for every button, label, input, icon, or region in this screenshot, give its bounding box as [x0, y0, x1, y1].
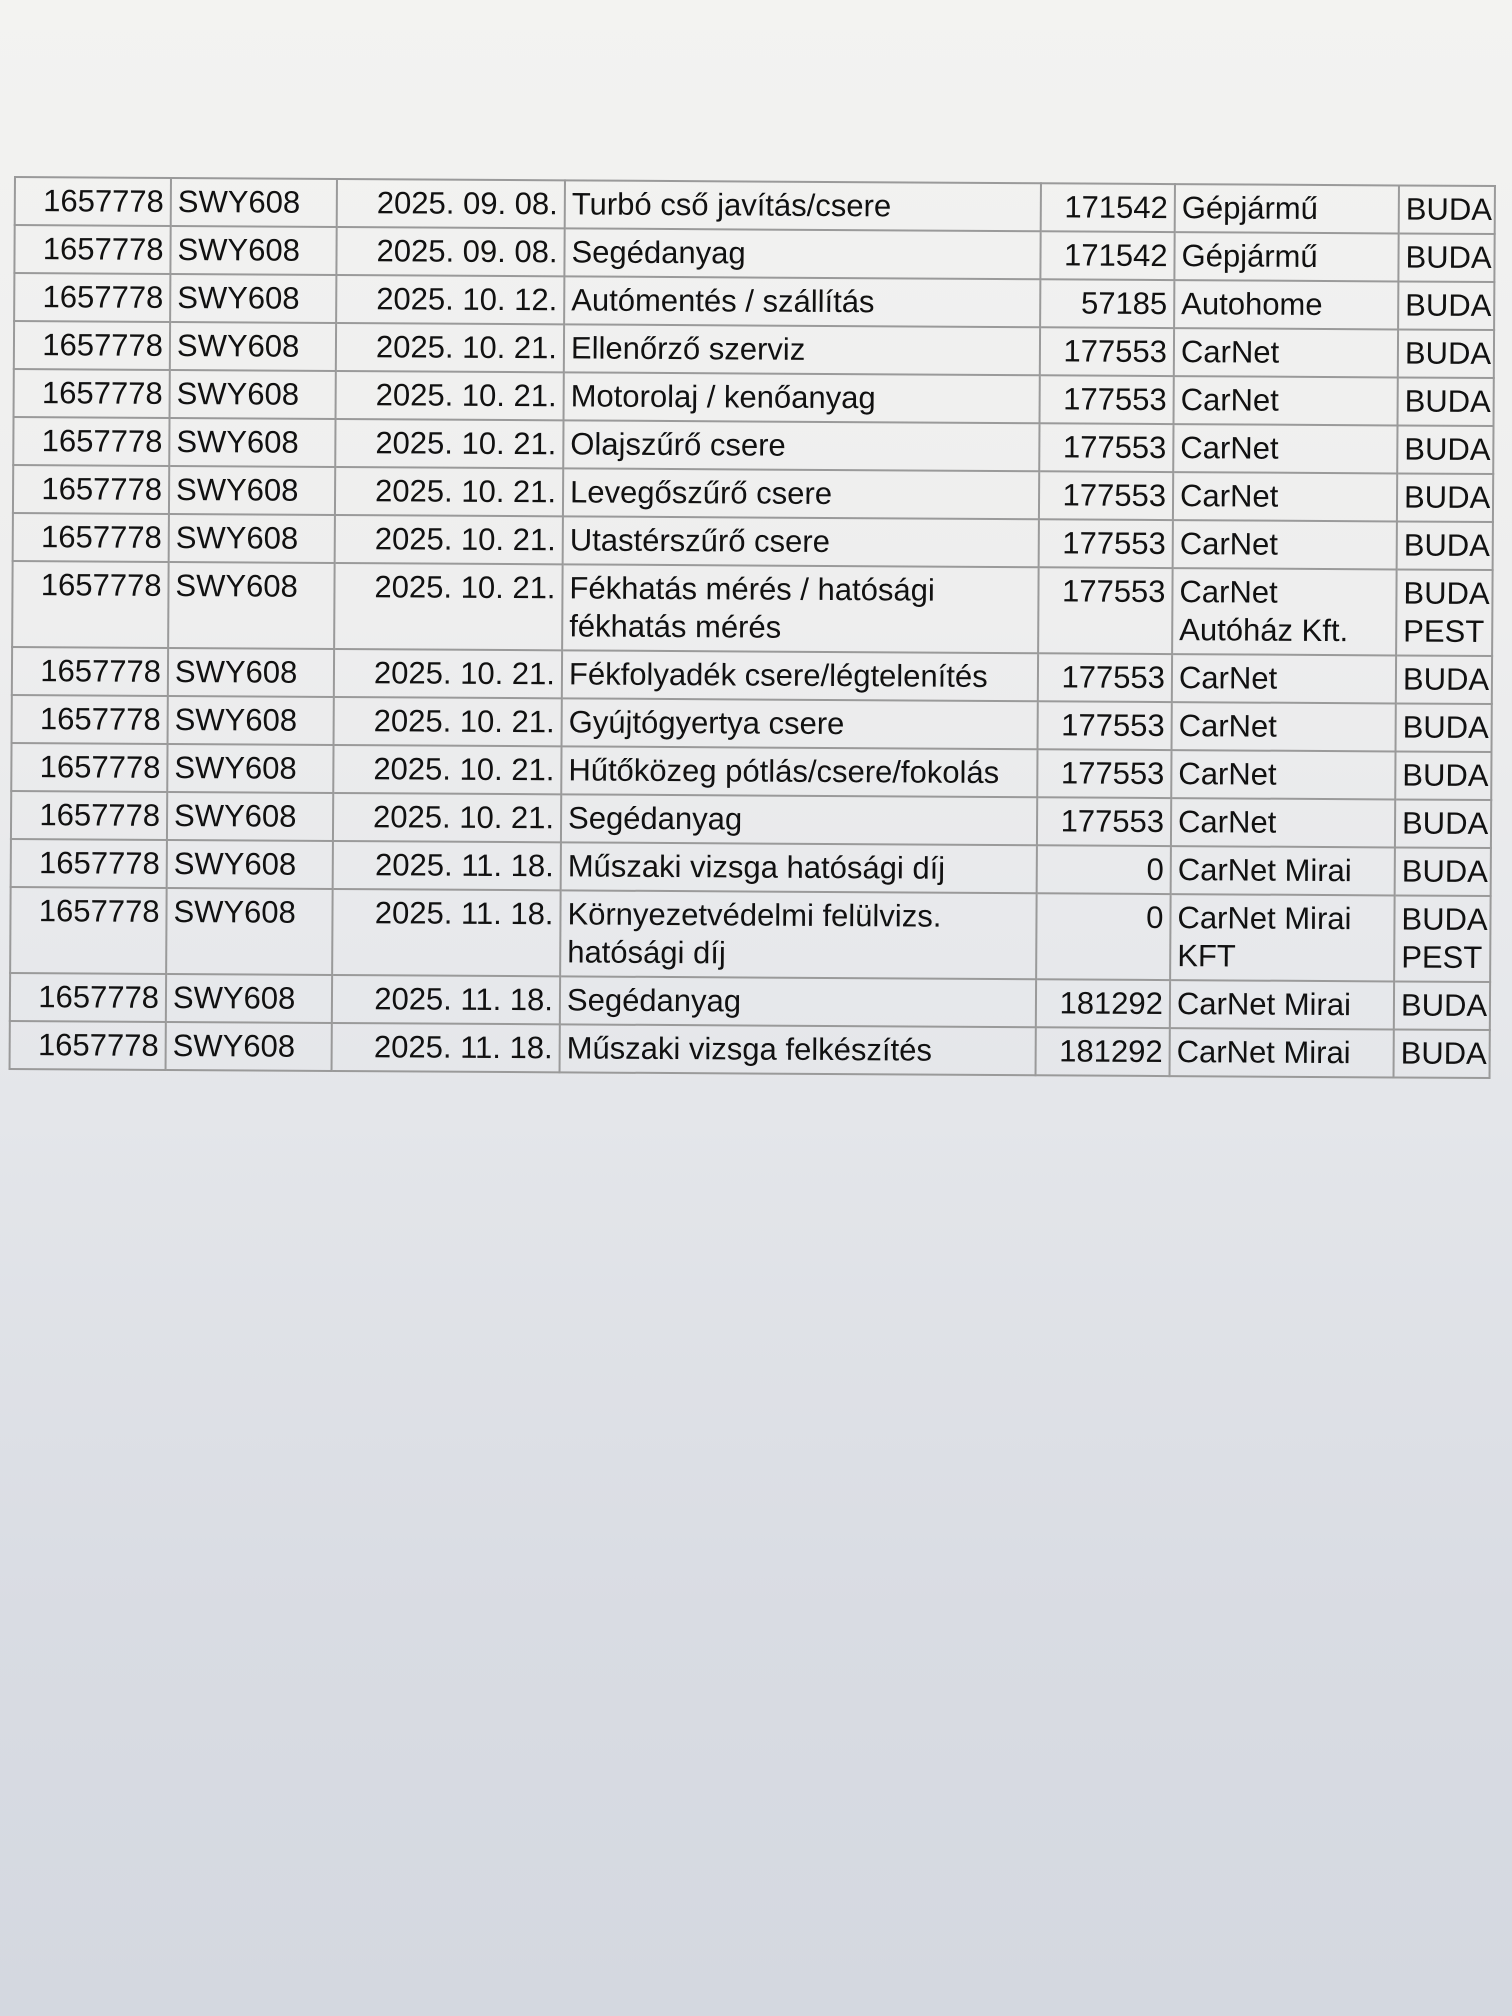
- cell-plate: SWY608: [167, 792, 333, 841]
- cell-provider-line: CarNet: [1179, 574, 1278, 610]
- cell-description: [564, 228, 1040, 279]
- table-row: [10, 887, 1490, 982]
- cell-plate: SWY608: [170, 322, 336, 371]
- cell-date: 2025. 09. 08.: [336, 227, 564, 276]
- cell-description-line: Turbó cső javítás/csere: [571, 186, 892, 224]
- cell-location-line: BUDA: [1403, 479, 1491, 516]
- cell-plate: SWY608: [166, 974, 332, 1023]
- cell-location-line: BUDA: [1405, 287, 1492, 324]
- cell-provider: [1174, 328, 1398, 377]
- cell-amount: 0: [1037, 845, 1171, 894]
- cell-plate: SWY608: [168, 648, 334, 697]
- cell-amount: 177553: [1039, 519, 1173, 568]
- cell-id: 1657778: [14, 369, 170, 418]
- cell-location-line: BUDA: [1402, 709, 1489, 746]
- cell-id: 1657778: [13, 465, 169, 514]
- cell-description: [565, 180, 1041, 231]
- cell-provider-line: CarNet: [1178, 660, 1278, 696]
- cell-location: [1395, 799, 1491, 848]
- cell-provider: [1173, 472, 1397, 521]
- cell-description-line: Utastérszűrő csere: [569, 522, 831, 559]
- cell-provider: [1170, 894, 1395, 981]
- cell-id: 1657778: [15, 177, 171, 226]
- cell-amount: 177553: [1040, 327, 1174, 376]
- cell-location-line: PEST: [1401, 939, 1483, 975]
- cell-provider-line: Autohome: [1181, 286, 1323, 322]
- cell-provider: [1171, 846, 1395, 895]
- cell-provider-line: Gépjármű: [1181, 238, 1318, 274]
- cell-provider: [1175, 184, 1399, 233]
- cell-provider-line: CarNet: [1178, 708, 1277, 744]
- cell-description: [563, 468, 1039, 519]
- cell-description: [560, 890, 1037, 979]
- cell-amount: 177553: [1039, 423, 1173, 472]
- cell-location-line: BUDA: [1404, 383, 1491, 420]
- cell-description: [561, 842, 1037, 893]
- cell-location-line: BUDA: [1403, 575, 1490, 612]
- cell-amount: 171542: [1041, 183, 1175, 232]
- cell-description-line: Gyújtógyertya csere: [568, 704, 845, 742]
- cell-description-line: Környezetvédelmi felülvizs.: [567, 896, 942, 934]
- cell-location-line: BUDA: [1404, 431, 1491, 468]
- cell-description-line: Hűtőközeg pótlás/csere/fokolás: [568, 752, 1000, 791]
- cell-date: 2025. 11. 18.: [332, 975, 560, 1024]
- cell-date: 2025. 10. 21.: [333, 745, 561, 794]
- cell-location: [1394, 895, 1491, 982]
- cell-id: 1657778: [14, 273, 170, 322]
- cell-amount: 57185: [1040, 279, 1174, 328]
- cell-date: 2025. 09. 08.: [337, 179, 565, 228]
- cell-date: 2025. 10. 21.: [336, 371, 564, 420]
- cell-description: [564, 324, 1040, 375]
- cell-provider-line: CarNet: [1180, 334, 1280, 370]
- cell-plate: SWY608: [167, 744, 333, 793]
- cell-provider: [1171, 750, 1395, 799]
- cell-description-line: Fékhatás mérés / hatósági: [569, 570, 935, 608]
- cell-id: 1657778: [10, 1021, 166, 1070]
- cell-plate: SWY608: [170, 274, 336, 323]
- cell-location-line: BUDA: [1402, 757, 1489, 794]
- cell-amount: 177553: [1038, 701, 1172, 750]
- cell-id: 1657778: [12, 561, 169, 648]
- cell-id: 1657778: [10, 973, 166, 1022]
- cell-description-line: Műszaki vizsga felkészítés: [566, 1030, 933, 1068]
- cell-location: [1397, 521, 1493, 570]
- cell-provider: [1174, 280, 1398, 329]
- cell-provider-line: CarNet: [1179, 526, 1279, 562]
- cell-location: [1394, 981, 1490, 1030]
- cell-description-line: Motorolaj / kenőanyag: [570, 378, 876, 416]
- cell-description: [562, 698, 1038, 749]
- cell-date: 2025. 10. 21.: [334, 697, 562, 746]
- cell-provider: [1172, 702, 1396, 751]
- cell-description-line: Autómentés / szállítás: [571, 282, 875, 320]
- cell-provider-line: Autóház Kft.: [1179, 612, 1349, 649]
- cell-plate: SWY608: [169, 514, 335, 563]
- service-records-table: [9, 176, 1496, 1079]
- cell-date: 2025. 10. 21.: [335, 419, 563, 468]
- cell-id: 1657778: [10, 887, 167, 974]
- cell-description-line: Segédanyag: [571, 234, 746, 271]
- cell-provider-line: CarNet: [1180, 382, 1279, 418]
- cell-plate: SWY608: [170, 226, 336, 275]
- cell-location-line: BUDA: [1402, 661, 1490, 698]
- cell-description-line: fékhatás mérés: [569, 608, 782, 645]
- cell-amount: 177553: [1037, 797, 1171, 846]
- cell-plate: SWY608: [171, 178, 337, 227]
- cell-description-line: Műszaki vizsga hatósági díj: [567, 848, 946, 886]
- cell-date: 2025. 10. 21.: [336, 323, 564, 372]
- cell-description: [561, 746, 1037, 797]
- cell-amount: 181292: [1036, 1027, 1170, 1076]
- cell-description-line: Levegőszűrő csere: [569, 474, 833, 512]
- cell-amount: 0: [1036, 893, 1171, 980]
- cell-description: [564, 372, 1040, 423]
- cell-date: 2025. 10. 12.: [336, 275, 564, 324]
- cell-plate: SWY608: [169, 418, 335, 467]
- table-row: [12, 561, 1492, 656]
- cell-location-line: BUDA: [1400, 987, 1488, 1024]
- cell-description: [562, 650, 1038, 701]
- cell-location: [1397, 473, 1493, 522]
- cell-id: 1657778: [14, 321, 170, 370]
- cell-id: 1657778: [11, 791, 167, 840]
- cell-description-line: Fékfolyadék csere/légtelenítés: [568, 656, 988, 694]
- cell-location-line: PEST: [1403, 613, 1485, 649]
- cell-description: [562, 564, 1039, 653]
- cell-provider-line: CarNet: [1180, 430, 1279, 466]
- cell-description-line: Ellenőrző szerviz: [570, 330, 806, 367]
- cell-location-line: BUDA: [1404, 335, 1492, 372]
- cell-description-line: Segédanyag: [566, 982, 742, 1019]
- cell-provider: [1172, 654, 1396, 703]
- cell-plate: SWY608: [167, 840, 333, 889]
- cell-provider-line: Gépjármű: [1181, 190, 1319, 226]
- cell-location: [1395, 847, 1491, 896]
- cell-amount: 177553: [1037, 749, 1171, 798]
- cell-location: [1397, 425, 1493, 474]
- cell-id: 1657778: [11, 743, 167, 792]
- cell-description-line: hatósági díj: [567, 934, 726, 971]
- cell-description: [563, 516, 1039, 567]
- cell-date: 2025. 10. 21.: [335, 515, 563, 564]
- cell-id: 1657778: [13, 417, 169, 466]
- cell-provider-line: CarNet Mirai: [1177, 852, 1352, 889]
- cell-date: 2025. 11. 18.: [333, 841, 561, 890]
- cell-location: [1396, 655, 1492, 704]
- cell-location-line: BUDA: [1401, 901, 1488, 938]
- cell-provider: [1173, 520, 1397, 569]
- cell-provider: [1170, 980, 1394, 1029]
- cell-location-line: BUDA: [1401, 853, 1489, 890]
- cell-plate: SWY608: [168, 696, 334, 745]
- table-row: [10, 1021, 1490, 1078]
- cell-date: 2025. 10. 21.: [334, 563, 563, 650]
- cell-location: [1398, 281, 1494, 330]
- cell-provider: [1171, 798, 1395, 847]
- cell-description: [563, 420, 1039, 471]
- cell-plate: SWY608: [169, 466, 335, 515]
- cell-location-line: BUDA: [1405, 239, 1492, 276]
- cell-location: [1398, 329, 1494, 378]
- cell-date: 2025. 11. 18.: [332, 889, 561, 976]
- table-body: [10, 177, 1495, 1078]
- cell-date: 2025. 11. 18.: [332, 1023, 560, 1072]
- cell-plate: SWY608: [166, 1022, 332, 1071]
- cell-description: [561, 794, 1037, 845]
- cell-location-line: BUDA: [1401, 805, 1489, 842]
- cell-provider-line: CarNet Mirai: [1177, 900, 1352, 937]
- cell-provider: [1173, 424, 1397, 473]
- cell-location: [1395, 751, 1491, 800]
- cell-location: [1399, 185, 1495, 234]
- cell-description-line: Segédanyag: [567, 800, 743, 837]
- cell-date: 2025. 10. 21.: [334, 649, 562, 698]
- cell-id: 1657778: [14, 225, 170, 274]
- cell-amount: 171542: [1040, 231, 1174, 280]
- cell-id: 1657778: [12, 695, 168, 744]
- cell-plate: SWY608: [170, 370, 336, 419]
- cell-description: [560, 976, 1036, 1027]
- cell-provider: [1170, 1028, 1394, 1077]
- cell-location-line: BUDA: [1403, 527, 1491, 564]
- cell-provider: [1172, 568, 1397, 655]
- cell-provider-line: CarNet Mirai: [1176, 1034, 1351, 1071]
- cell-description: [560, 1024, 1036, 1075]
- cell-description: [564, 276, 1040, 327]
- cell-provider-line: KFT: [1177, 938, 1236, 974]
- cell-location: [1398, 233, 1494, 282]
- cell-plate: SWY608: [166, 888, 333, 975]
- cell-provider-line: CarNet: [1179, 478, 1279, 514]
- cell-plate: SWY608: [168, 562, 335, 649]
- cell-provider: [1174, 376, 1398, 425]
- cell-location-line: BUDA: [1405, 191, 1493, 228]
- cell-provider-line: CarNet: [1177, 804, 1277, 840]
- cell-date: 2025. 10. 21.: [335, 467, 563, 516]
- cell-location-line: BUDA: [1400, 1035, 1487, 1072]
- cell-amount: 177553: [1039, 471, 1173, 520]
- cell-location: [1396, 703, 1492, 752]
- cell-location: [1394, 1029, 1490, 1078]
- cell-location: [1398, 377, 1494, 426]
- cell-date: 2025. 10. 21.: [333, 793, 561, 842]
- cell-location: [1396, 569, 1493, 656]
- cell-provider-line: CarNet Mirai: [1176, 986, 1352, 1023]
- cell-amount: 177553: [1038, 567, 1173, 654]
- cell-provider-line: CarNet: [1178, 756, 1277, 792]
- cell-id: 1657778: [13, 513, 169, 562]
- cell-amount: 177553: [1040, 375, 1174, 424]
- cell-provider: [1174, 232, 1398, 281]
- cell-amount: 181292: [1036, 979, 1170, 1028]
- cell-id: 1657778: [12, 647, 168, 696]
- cell-id: 1657778: [11, 839, 167, 888]
- cell-amount: 177553: [1038, 653, 1172, 702]
- cell-description-line: Olajszűrő csere: [570, 426, 786, 463]
